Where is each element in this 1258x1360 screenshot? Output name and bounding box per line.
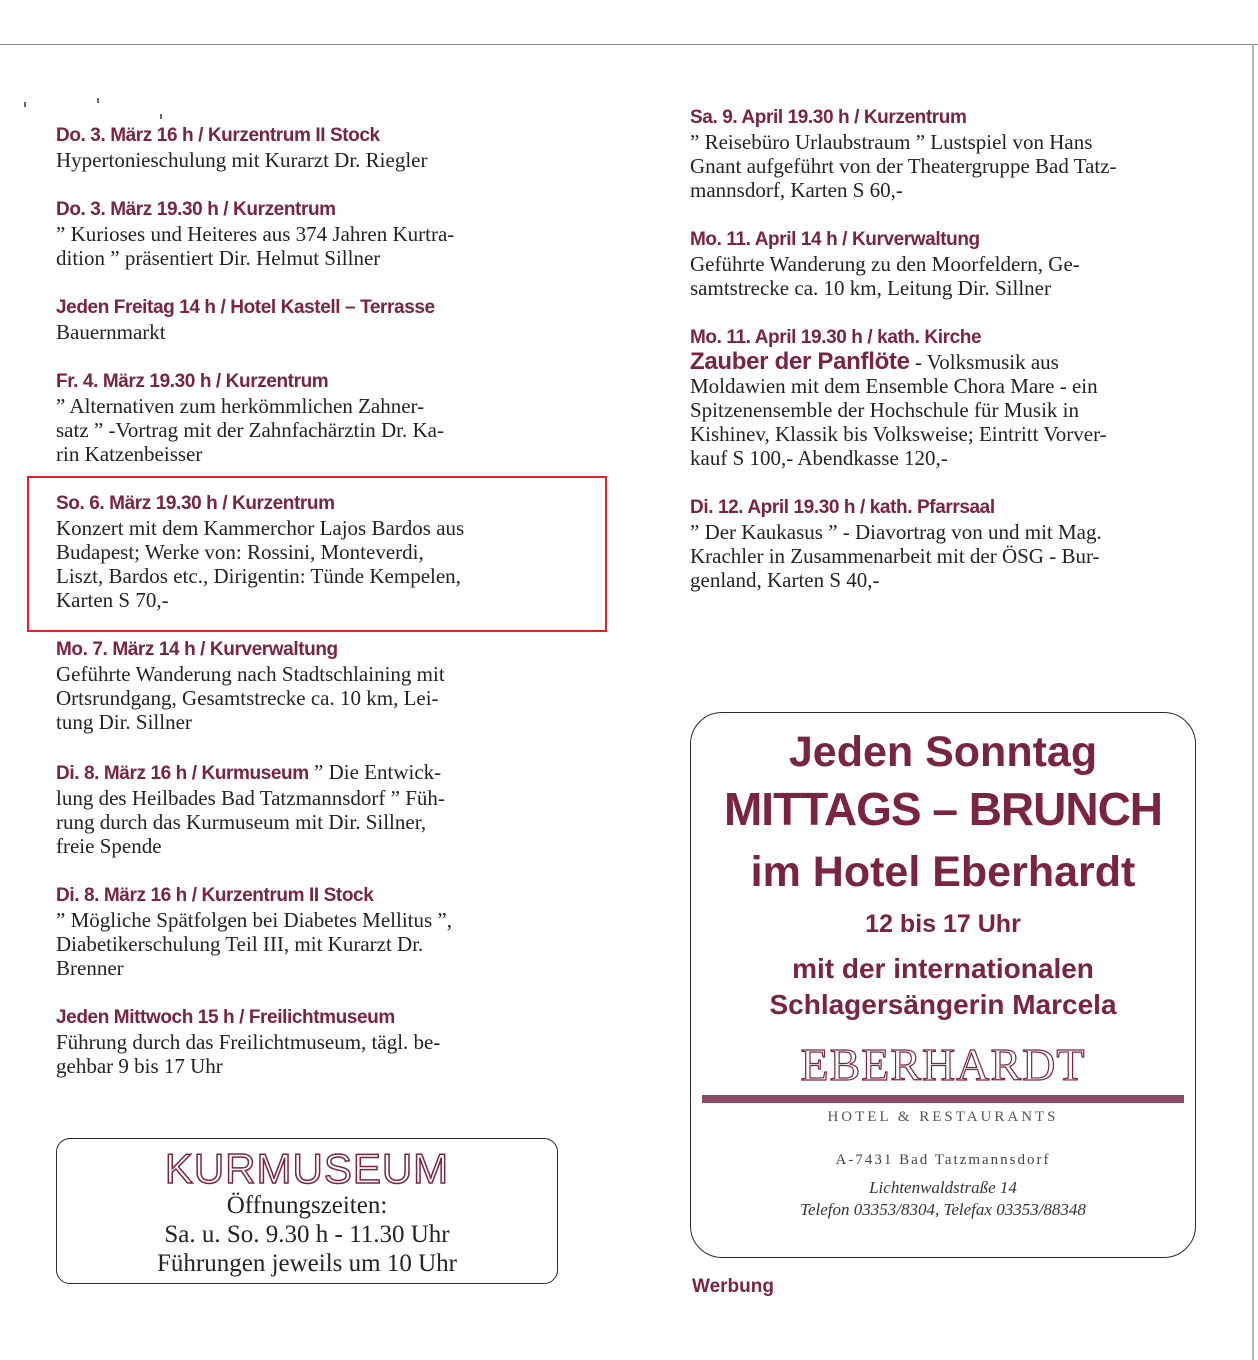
- event-header-text: Do. 3. März 19.30 h / Kurzentrum: [56, 199, 336, 220]
- event-body-line: Diabetikerschulung Teil III, mit Kurarzt Dr.: [56, 932, 424, 956]
- event-header: [56, 638, 576, 662]
- scan-speck: [160, 114, 162, 119]
- event-header: [56, 370, 576, 394]
- event-entry: [56, 1006, 576, 1078]
- event-body-line: gehbar 9 bis 17 Uhr: [56, 1054, 223, 1078]
- scan-speck: [24, 102, 26, 107]
- event-body-line: Bauernmarkt: [56, 320, 166, 344]
- event-body-line: ” Reisebüro Urlaubstraum ” Lustspiel von Hans: [690, 130, 1093, 154]
- event-body-line: satz ” -Vortrag mit der Zahnfachärztin Dr. Ka-: [56, 418, 444, 442]
- event-body-line: Führung durch das Freilichtmuseum, tägl. be-: [56, 1030, 441, 1054]
- kurmuseum-tours: Führungen jeweils um 10 Uhr: [157, 1250, 457, 1277]
- event-header-text: Di. 12. April 19.30 h / kath. Pfarrsaal: [690, 497, 995, 518]
- event-header: [56, 1006, 576, 1030]
- brunch-line-6: Schlagersängerin Marcela: [769, 989, 1117, 1020]
- event-header-text: So. 6. März 19.30 h / Kurzentrum: [56, 493, 335, 514]
- event-body-line: Gnant aufgeführt von der Theatergruppe Bad Tatz-: [690, 154, 1117, 178]
- event-entry: [56, 760, 576, 858]
- event-body-line: ” Kurioses und Heiteres aus 374 Jahren Kurtra-: [56, 222, 455, 246]
- event-entry: [56, 124, 576, 172]
- event-body-line: Spitzenensemble der Hochschule für Musik in: [690, 398, 1079, 422]
- scan-speck: [97, 98, 99, 103]
- event-body-line: genland, Karten S 40,-: [690, 568, 880, 592]
- event-entry: [690, 326, 1210, 470]
- event-body-line: lung des Heilbades Bad Tatzmannsdorf ” Füh-: [56, 786, 445, 810]
- event-body-line: Hypertonieschulung mit Kurarzt Dr. Riegler: [56, 148, 428, 172]
- event-body-line: mannsdorf, Karten S 60,-: [690, 178, 903, 202]
- event-header-text: Mo. 11. April 14 h / Kurverwaltung: [690, 229, 980, 250]
- event-body-line: Budapest; Werke von: Rossini, Monteverdi,: [56, 540, 424, 564]
- event-body-line: Geführte Wanderung zu den Moorfeldern, Ge-: [690, 252, 1080, 276]
- event-header: [690, 106, 1210, 130]
- event-body-line: ” Alternativen zum herkömmlichen Zahner-: [56, 394, 425, 418]
- event-header-text: Mo. 7. März 14 h / Kurverwaltung: [56, 639, 338, 660]
- hotel-street: Lichtenwaldstraße 14: [869, 1178, 1017, 1197]
- event-body-line: Karten S 70,-: [56, 588, 169, 612]
- event-header-text: Fr. 4. März 19.30 h / Kurzentrum: [56, 371, 329, 392]
- event-title: Zauber der Panflöte: [690, 348, 910, 375]
- brunch-advertisement: [690, 712, 1196, 1258]
- event-body-line: samtstrecke ca. 10 km, Leitung Dir. Sillner: [690, 276, 1051, 300]
- event-body-line: kauf S 100,- Abendkasse 120,-: [690, 446, 948, 470]
- event-body-line: freie Spende: [56, 834, 162, 858]
- event-header: [56, 124, 576, 148]
- hotel-logo-subtitle: HOTEL & RESTAURANTS: [827, 1109, 1059, 1125]
- event-body-line: tung Dir. Sillner: [56, 710, 192, 734]
- event-body-line: Geführte Wanderung nach Stadtschlaining mit: [56, 662, 445, 686]
- event-entry: [56, 638, 576, 734]
- advertisement-label: Werbung: [692, 1276, 774, 1297]
- event-body-line: rung durch das Kurmuseum mit Dir. Sillner,: [56, 810, 427, 834]
- event-header-inline-text: ” Die Entwick-: [308, 760, 442, 784]
- event-entry: [690, 106, 1210, 202]
- event-body-line: ” Der Kaukasus ” - Diavortrag von und mit Mag.: [690, 520, 1102, 544]
- event-header-text: Jeden Freitag 14 h / Hotel Kastell – Terrasse: [56, 297, 435, 318]
- event-body-line: Ortsrundgang, Gesamtstrecke ca. 10 km, Lei-: [56, 686, 439, 710]
- event-entry: [56, 370, 576, 466]
- event-header-text: Sa. 9. April 19.30 h / Kurzentrum: [690, 107, 967, 128]
- event-entry: [690, 228, 1210, 300]
- event-header: [56, 760, 576, 786]
- event-body-line: Moldawien mit dem Ensemble Chora Mare - ein: [690, 374, 1098, 398]
- event-header: [56, 198, 576, 222]
- brunch-time: 12 bis 17 Uhr: [865, 910, 1021, 938]
- event-body-line: ” Mögliche Spätfolgen bei Diabetes Mellitus ”,: [56, 908, 452, 932]
- hotel-address: A-7431 Bad Tatzmannsdorf: [835, 1152, 1051, 1168]
- event-entry: [56, 884, 576, 980]
- event-body-line: Liszt, Bardos etc., Dirigentin: Tünde Kempelen,: [56, 564, 461, 588]
- event-entry: [690, 496, 1210, 592]
- event-title-suffix: - Volksmusik aus: [909, 350, 1059, 374]
- brunch-line-1: Jeden Sonntag: [788, 728, 1098, 776]
- kurmuseum-box: [56, 1138, 558, 1284]
- event-entry: [56, 296, 576, 344]
- event-body-line: rin Katzenbeisser: [56, 442, 203, 466]
- event-title-line: [690, 350, 1210, 374]
- kurmuseum-hours-label: Öffnungszeiten:: [226, 1192, 388, 1219]
- hotel-logo-bar: [702, 1095, 1184, 1103]
- hotel-logo-name: EBERHARDT: [800, 1039, 1086, 1090]
- event-header-text: Di. 8. März 16 h / Kurzentrum II Stock: [56, 885, 374, 906]
- event-body-line: Krachler in Zusammenarbeit mit der ÖSG - Bur-: [690, 544, 1100, 568]
- event-header: [690, 496, 1210, 520]
- event-header: [56, 296, 576, 320]
- event-header: [690, 326, 1210, 350]
- page-top-edge: [0, 0, 1258, 45]
- event-body-line: Kishinev, Klassik bis Volksweise; Eintritt Vorver-: [690, 422, 1107, 446]
- brunch-line-2: MITTAGS – BRUNCH: [723, 783, 1163, 835]
- event-header: [56, 884, 576, 908]
- hotel-phone: Telefon 03353/8304, Telefax 03353/88348: [800, 1200, 1086, 1219]
- event-header: [690, 228, 1210, 252]
- event-body-line: Brenner: [56, 956, 124, 980]
- brunch-line-3: im Hotel Eberhardt: [750, 848, 1136, 896]
- event-header-text: Do. 3. März 16 h / Kurzentrum II Stock: [56, 125, 380, 146]
- brunch-line-5: mit der internationalen: [792, 953, 1094, 984]
- kurmuseum-hours: Sa. u. So. 9.30 h - 11.30 Uhr: [164, 1221, 450, 1248]
- highlight-box: [27, 476, 607, 632]
- event-body-line: Konzert mit dem Kammerchor Lajos Bardos aus: [56, 516, 465, 540]
- page-right-edge: [1252, 44, 1254, 1360]
- event-body-line: dition ” präsentiert Dir. Helmut Sillner: [56, 246, 381, 270]
- event-entry: [56, 198, 576, 270]
- event-header-text: Di. 8. März 16 h / Kurmuseum: [56, 763, 309, 784]
- right-event-column: [690, 106, 1210, 618]
- event-header-text: Jeden Mittwoch 15 h / Freilichtmuseum: [56, 1007, 395, 1028]
- kurmuseum-title: KURMUSEUM: [164, 1145, 450, 1192]
- event-header-text: Mo. 11. April 19.30 h / kath. Kirche: [690, 327, 982, 348]
